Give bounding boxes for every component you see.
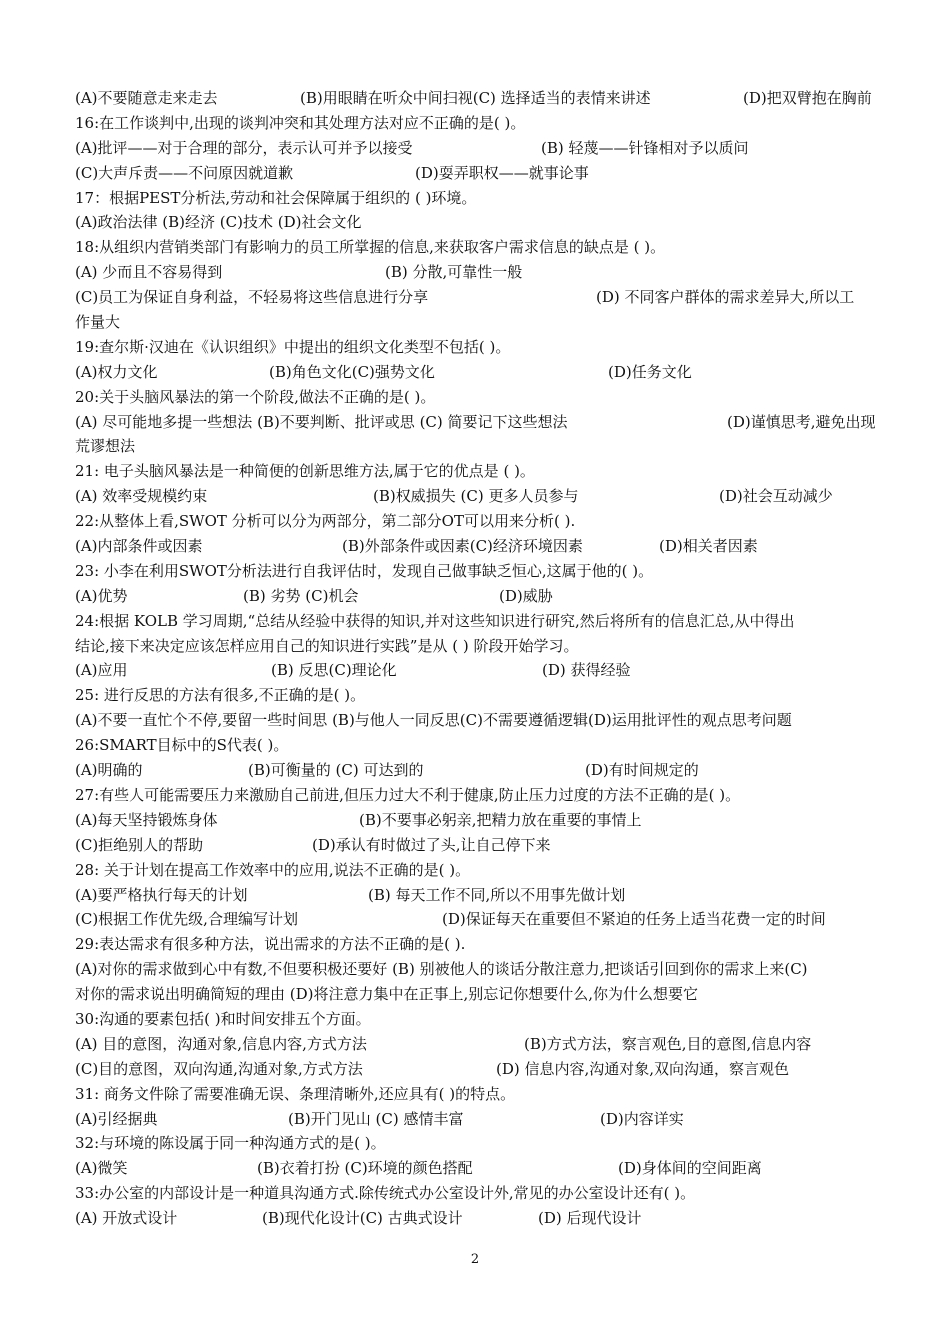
answer-option: (A)不要一直忙个不停,要留一些时间思 (B)与他人一同反思(C)不需要遵循逻辑(D)运用批评性的观点思考问题 bbox=[75, 711, 792, 730]
options-line bbox=[75, 260, 895, 285]
answer-option: (D)内容详实 bbox=[600, 1109, 684, 1128]
question-line: 32:与环境的陈设属于同一种沟通方式的是( )。 bbox=[75, 1134, 386, 1153]
answer-option: (D) 不同客户群体的需求差异大,所以工 bbox=[596, 288, 855, 307]
answer-option: (D)社会互动减少 bbox=[719, 487, 833, 506]
answer-option: (C)大声斥责——不问原因就道歉 bbox=[75, 163, 294, 182]
answer-option: (A) 少而且不容易得到 bbox=[75, 263, 223, 282]
answer-option: (B) 分散,可靠性一般 bbox=[385, 263, 523, 282]
answer-option: (C)根据工作优先级,合理编写计划 bbox=[75, 910, 298, 929]
answer-option: (D)谨慎思考,避免出现 bbox=[727, 412, 876, 431]
question-line: 31: 商务文件除了需要准确无误、条理清晰外,还应具有( )的特点。 bbox=[75, 1084, 516, 1103]
answer-option: (C)拒绝别人的帮助 bbox=[75, 835, 204, 854]
answer-option: (D)任务文化 bbox=[608, 362, 692, 381]
options-line bbox=[75, 360, 895, 385]
options-line bbox=[75, 410, 895, 435]
answer-option: (A)微笑 bbox=[75, 1159, 128, 1178]
answer-option: (D) 后现代设计 bbox=[538, 1209, 642, 1228]
options-line bbox=[75, 907, 895, 932]
question-line: 28: 关于计划在提高工作效率中的应用,说法不正确的是( )。 bbox=[75, 860, 471, 879]
question-line: 29:表达需求有很多种方法，说出需求的方法不正确的是( ). bbox=[75, 935, 466, 954]
options-line bbox=[75, 1032, 895, 1057]
answer-option: (D)相关者因素 bbox=[659, 537, 758, 556]
answer-option: (A) 尽可能地多提一些想法 (B)不要判断、批评或思 (C) 简要记下这些想法 bbox=[75, 412, 568, 431]
answer-option: (D)耍弄职权——就事论事 bbox=[415, 163, 589, 182]
answer-option: (B)衣着打扮 (C)环境的颜色搭配 bbox=[257, 1159, 473, 1178]
question-line: 27:有些人可能需要压力来激励自己前进,但压力过大不利于健康,防止压力过度的方法不正确的是( )。 bbox=[75, 785, 741, 804]
question-line: 18:从组织内营销类部门有影响力的员工所掌握的信息,来获取客户需求信息的缺点是 ( )。 bbox=[75, 238, 666, 257]
answer-option: (A)应用 bbox=[75, 661, 128, 680]
answer-option: (D)保证每天在重要但不紧迫的任务上适当花费一定的时间 bbox=[442, 910, 826, 929]
question-line: 22:从整体上看,SWOT 分析可以分为两部分，第二部分OT可以用来分析( ). bbox=[75, 512, 576, 531]
question-line: 荒谬想法 bbox=[75, 437, 136, 456]
options-line bbox=[75, 833, 895, 858]
options-line bbox=[75, 658, 895, 683]
answer-option: (A)优势 bbox=[75, 586, 128, 605]
answer-option: (D)把双臂抱在胸前 bbox=[743, 89, 872, 107]
question-line: 作量大 bbox=[75, 313, 121, 332]
answer-option: (B) 反思(C)理论化 bbox=[271, 661, 397, 680]
question-line: 结论,接下来决定应该怎样应用自己的知识进行实践”是从 ( ) 阶段开始学习。 bbox=[75, 636, 579, 655]
answer-option: (A) 开放式设计 bbox=[75, 1209, 178, 1228]
answer-option: (B)开门见山 (C) 感情丰富 bbox=[288, 1109, 464, 1128]
options-line bbox=[75, 210, 895, 235]
options-line bbox=[75, 1206, 895, 1231]
answer-option: (C)员工为保证自身利益，不轻易将这些信息进行分享 bbox=[75, 288, 429, 307]
question-line: 17：根据PEST分析法,劳动和社会保障属于组织的 ( )环境。 bbox=[75, 188, 477, 207]
answer-option: (B) 轻蔑——针锋相对予以质问 bbox=[541, 138, 749, 157]
answer-option: (D)身体间的空间距离 bbox=[618, 1159, 762, 1178]
question-line: 25: 进行反思的方法有很多,不正确的是( )。 bbox=[75, 686, 366, 705]
options-line bbox=[75, 285, 895, 310]
question-line: 33:办公室的内部设计是一种道具沟通方式.除传统式办公室设计外,常见的办公室设计还有( )。 bbox=[75, 1184, 696, 1203]
answer-option: (A) 目的意图，沟通对象,信息内容,方式方法 bbox=[75, 1034, 367, 1053]
answer-option: (B)角色文化(C)强势文化 bbox=[269, 362, 435, 381]
answer-option: (B)方式方法，察言观色,目的意图,信息内容 bbox=[524, 1034, 812, 1053]
question-line: 23: 小李在利用SWOT分析法进行自我评估时，发现自己做事缺乏恒心,这属于他的( )。 bbox=[75, 561, 654, 580]
answer-option: (B) 每天工作不同,所以不用事先做计划 bbox=[368, 885, 626, 904]
question-line: 30:沟通的要素包括( )和时间安排五个方面。 bbox=[75, 1009, 371, 1028]
answer-option: (B)外部条件或因素(C)经济环境因素 bbox=[342, 537, 583, 556]
options-line bbox=[75, 957, 895, 982]
answer-option: (D)承认有时做过了头,让自己停下来 bbox=[312, 835, 551, 854]
answer-option: (A) 效率受规模约束 bbox=[75, 487, 208, 506]
answer-option: (B)现代化设计(C) 古典式设计 bbox=[262, 1209, 463, 1228]
answer-option: (A)批评——对于合理的部分，表示认可并予以接受 bbox=[75, 138, 413, 157]
question-line: 26:SMART目标中的S代表( )。 bbox=[75, 736, 289, 755]
answer-option: (A)明确的 bbox=[75, 761, 143, 780]
question-list bbox=[75, 86, 895, 1231]
answer-option: (D) 信息内容,沟通对象,双向沟通，察言观色 bbox=[496, 1059, 790, 1078]
options-line bbox=[75, 484, 895, 509]
question-line: 20:关于头脑风暴法的第一个阶段,做法不正确的是( )。 bbox=[75, 387, 436, 406]
answer-option: (D)有时间规定的 bbox=[585, 761, 699, 780]
question-line: 24:根据 KOLB 学习周期,“总结从经验中获得的知识,并对这些知识进行研究,然后将所有的信息汇总,从中得出 bbox=[75, 611, 795, 630]
question-line: 19:查尔斯·汉迪在《认识组织》中提出的组织文化类型不包括( )。 bbox=[75, 337, 511, 356]
options-line bbox=[75, 534, 895, 559]
answer-option: (B) 劣势 (C)机会 bbox=[243, 586, 359, 605]
answer-option: (A)对你的需求做到心中有数,不但要积极还要好 (B) 别被他人的谈话分散注意力,把谈话引回到你的需求上来(C) bbox=[75, 960, 808, 979]
answer-option: (D) 获得经验 bbox=[542, 661, 631, 680]
answer-option: (B)用眼睛在听众中间扫视(C) 选择适当的表情来讲述 bbox=[300, 89, 651, 107]
options-line bbox=[75, 883, 895, 908]
options-line bbox=[75, 86, 895, 111]
options-line bbox=[75, 584, 895, 609]
question-line: 对你的需求说出明确简短的理由 (D)将注意力集中在正事上,别忘记你想要什么,你为什么想要它 bbox=[75, 985, 699, 1004]
answer-option: (B)可衡量的 (C) 可达到的 bbox=[248, 761, 424, 780]
options-line bbox=[75, 1057, 895, 1082]
options-line bbox=[75, 1107, 895, 1132]
options-line bbox=[75, 136, 895, 161]
answer-option: (D)威胁 bbox=[499, 586, 553, 605]
options-line bbox=[75, 808, 895, 833]
options-line bbox=[75, 1156, 895, 1181]
answer-option: (B)不要事必躬亲,把精力放在重要的事情上 bbox=[359, 810, 642, 829]
answer-option: (A)不要随意走来走去 bbox=[75, 89, 218, 107]
answer-option: (C)目的意图，双向沟通,沟通对象,方式方法 bbox=[75, 1059, 363, 1078]
answer-option: (A)内部条件或因素 bbox=[75, 537, 203, 556]
answer-option: (A)引经据典 bbox=[75, 1109, 158, 1128]
answer-option: (A)政治法律 (B)经济 (C)技术 (D)社会文化 bbox=[75, 213, 362, 232]
page-number: 2 bbox=[470, 1252, 480, 1267]
options-line bbox=[75, 708, 895, 733]
question-line: 21: 电子头脑风暴法是一种简便的创新思维方法,属于它的优点是 ( )。 bbox=[75, 462, 535, 481]
answer-option: (B)权威损失 (C) 更多人员参与 bbox=[373, 487, 579, 506]
options-line bbox=[75, 758, 895, 783]
answer-option: (A)权力文化 bbox=[75, 362, 158, 381]
answer-option: (A)每天坚持锻炼身体 bbox=[75, 810, 218, 829]
answer-option: (A)要严格执行每天的计划 bbox=[75, 885, 248, 904]
options-line bbox=[75, 161, 895, 186]
question-line: 16:在工作谈判中,出现的谈判冲突和其处理方法对应不正确的是( )。 bbox=[75, 113, 526, 132]
